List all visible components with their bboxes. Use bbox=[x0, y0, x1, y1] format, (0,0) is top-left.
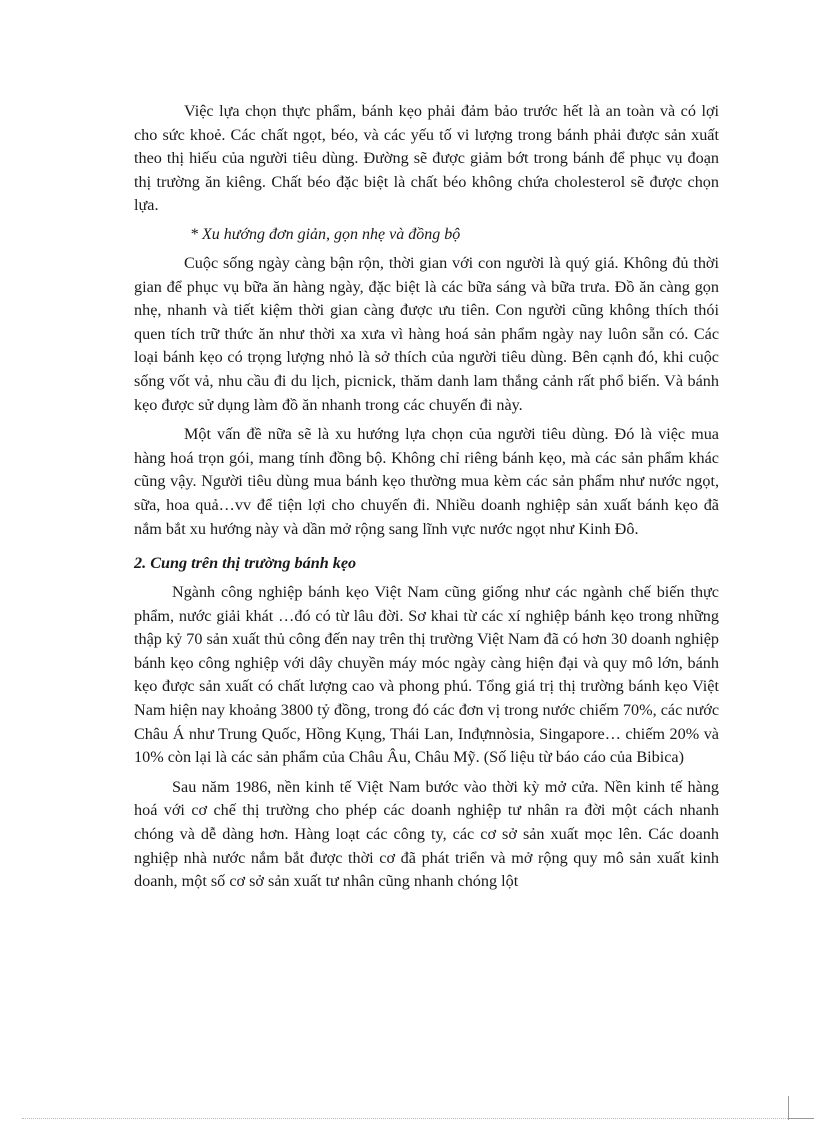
paragraph-food-safety: Việc lựa chọn thực phẩm, bánh kẹo phải đảm bảo trước hết là an toàn và có lợi cho sức khoẻ. Các chất ngọt, béo, và các yếu tố vi lượng trong bánh phải được sản xuất theo thị hiếu của người tiêu dùng. Đường sẽ được giảm bớt trong bánh để phục vụ đoạn thị trường ăn kiêng. Chất béo đặc biệt là chất béo không chứa cholesterol sẽ được chọn lựa. bbox=[134, 102, 719, 215]
section-heading-supply: 2. Cung trên thị trường bánh kẹo bbox=[134, 554, 357, 573]
subheading-trend-simple-compact: * Xu hướng đơn giản, gọn nhẹ và đồng bộ bbox=[190, 225, 461, 243]
page-bottom-dotted-rule bbox=[22, 1118, 792, 1119]
document-body bbox=[134, 100, 719, 894]
paragraph-bundle-purchase: Một vấn đề nữa sẽ là xu hướng lựa chọn của người tiêu dùng. Đó là việc mua hàng hoá trọn gói, mang tính đồng bộ. Không chỉ riêng bánh kẹo, mà các sản phẩm khác cũng vậy. Người tiêu dùng mua bánh kẹo thường mua kèm các sản phẩm như nước ngọt, sữa, hoa quả…vv để tiện lợi cho chuyến đi. Nhiều doanh nghiệp sản xuất bánh kẹo đã nắm bắt xu hướng này và dần mở rộng sang lĩnh vực nước ngọt như Kinh Đô. bbox=[134, 425, 719, 538]
paragraph-after-1986: Sau năm 1986, nền kinh tế Việt Nam bước vào thời kỳ mở cửa. Nền kinh tế hàng hoá với cơ chế thị trường cho phép các doanh nghiệp tư nhân ra đời một cách nhanh chóng và dễ dàng hơn. Hàng loạt các công ty, các cơ sở sản xuất mọc lên. Các doanh nghiệp nhà nước nắm bắt được thời cơ đã phát triển và mở rộng quy mô sản xuất kinh doanh, một số cơ sở sản xuất tư nhân cũng nhanh chóng lột bbox=[134, 777, 719, 891]
paragraph-busy-life: Cuộc sống ngày càng bận rộn, thời gian với con người là quý giá. Không đủ thời gian để phục vụ bữa ăn hàng ngày, đặc biệt là các bữa sáng và bữa trưa. Đồ ăn càng gọn nhẹ, nhanh và tiết kiệm thời gian càng được ưu tiên. Con người cũng không thích thói quen tích trữ thức ăn như thời xa xưa vì hàng hoá sản phẩm ngày nay luôn sẵn có. Các loại bánh kẹo có trọng lượng nhỏ là sở thích của người tiêu dùng. Bên cạnh đó, khi cuộc sống vốt vả, nhu cầu đi du lịch, picnick, thăm danh lam thắng cảnh rất phổ biến. Và bánh kẹo được sử dụng làm đồ ăn nhanh trong các chuyến đi này. bbox=[134, 253, 719, 414]
page-corner-mark-horizontal bbox=[788, 1118, 814, 1119]
page-corner-mark-vertical bbox=[788, 1096, 789, 1120]
paragraph-confectionery-industry: Ngành công nghiệp bánh kẹo Việt Nam cũng giống như các ngành chế biến thực phẩm, nước giải khát …đó có từ lâu đời. Sơ khai từ các xí nghiệp bánh kẹo trong những thập kỷ 70 sản xuất thủ công đến nay trên thị trường Việt Nam đã có hơn 30 doanh nghiệp bánh kẹo công nghiệp với dây chuyền máy móc ngày càng hiện đại và quy mô lớn, bánh kẹo được sản xuất có chất lượng cao và phong phú. Tổng giá trị thị trường bánh kẹo Việt Nam hiện nay khoảng 3800 tỷ đồng, trong đó các đơn vị trong nước chiếm 70%, các nước Châu Á như Trung Quốc, Hồng Kụng, Thái Lan, Inđựnnòsia, Singapore… chiếm 20% và 10% còn lại là các sản phẩm của Châu Âu, Châu Mỹ. (Số liệu từ báo cáo của Bibica) bbox=[134, 583, 719, 767]
